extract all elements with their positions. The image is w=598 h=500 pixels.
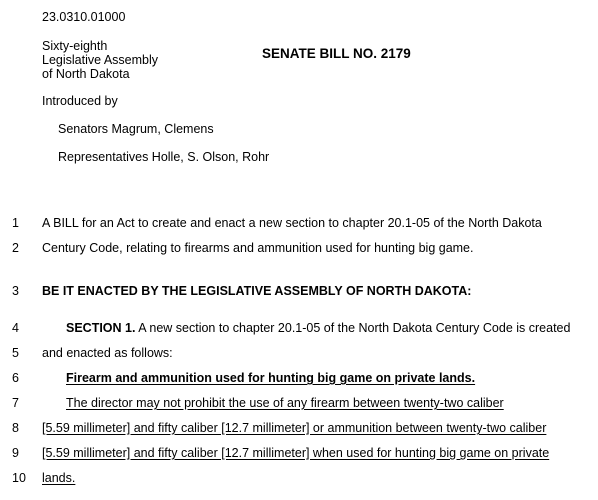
introduced-by: Introduced by bbox=[42, 94, 118, 108]
line-number: 10 bbox=[12, 471, 26, 485]
new-text-line: lands. bbox=[42, 471, 76, 485]
bill-text-line: and enacted as follows: bbox=[42, 346, 173, 360]
new-text-line: The director may not prohibit the use of any firearm between twenty-two caliber bbox=[66, 396, 504, 410]
sponsor-senators: Senators Magrum, Clemens bbox=[58, 122, 214, 136]
line-number: 7 bbox=[12, 396, 19, 410]
bill-id: 23.0310.01000 bbox=[42, 10, 126, 24]
section-label: SECTION 1. bbox=[66, 321, 136, 335]
assembly-block bbox=[42, 39, 158, 81]
section-text: A new section to chapter 20.1-05 of the North Dakota Century Code is created bbox=[135, 321, 571, 335]
sponsor-representatives: Representatives Holle, S. Olson, Rohr bbox=[58, 150, 270, 164]
bill-title: SENATE BILL NO. 2179 bbox=[262, 46, 411, 61]
assembly-line-3: of North Dakota bbox=[42, 67, 130, 81]
line-number: 3 bbox=[12, 284, 19, 298]
bill-text-line: A BILL for an Act to create and enact a new section to chapter 20.1-05 of the North Dakota bbox=[42, 216, 542, 230]
line-number: 1 bbox=[12, 216, 19, 230]
assembly-line-2: Legislative Assembly bbox=[42, 53, 159, 67]
section-line bbox=[66, 321, 570, 336]
bill-text-line: Century Code, relating to firearms and ammunition used for hunting big game. bbox=[42, 241, 474, 255]
line-number: 9 bbox=[12, 446, 19, 460]
enacting-clause: BE IT ENACTED BY THE LEGISLATIVE ASSEMBLY OF NORTH DAKOTA: bbox=[42, 284, 472, 298]
assembly-line-1: Sixty-eighth bbox=[42, 39, 108, 53]
line-number: 4 bbox=[12, 321, 19, 335]
line-number: 8 bbox=[12, 421, 19, 435]
line-number: 5 bbox=[12, 346, 19, 360]
new-text-line: [5.59 millimeter] and fifty caliber [12.7 millimeter] when used for hunting big game on private bbox=[42, 446, 550, 460]
line-number: 2 bbox=[12, 241, 19, 255]
new-text-line: [5.59 millimeter] and fifty caliber [12.7 millimeter] or ammunition between twenty-two caliber bbox=[42, 421, 547, 435]
new-section-heading: Firearm and ammunition used for hunting big game on private lands. bbox=[66, 371, 476, 385]
line-number: 6 bbox=[12, 371, 19, 385]
